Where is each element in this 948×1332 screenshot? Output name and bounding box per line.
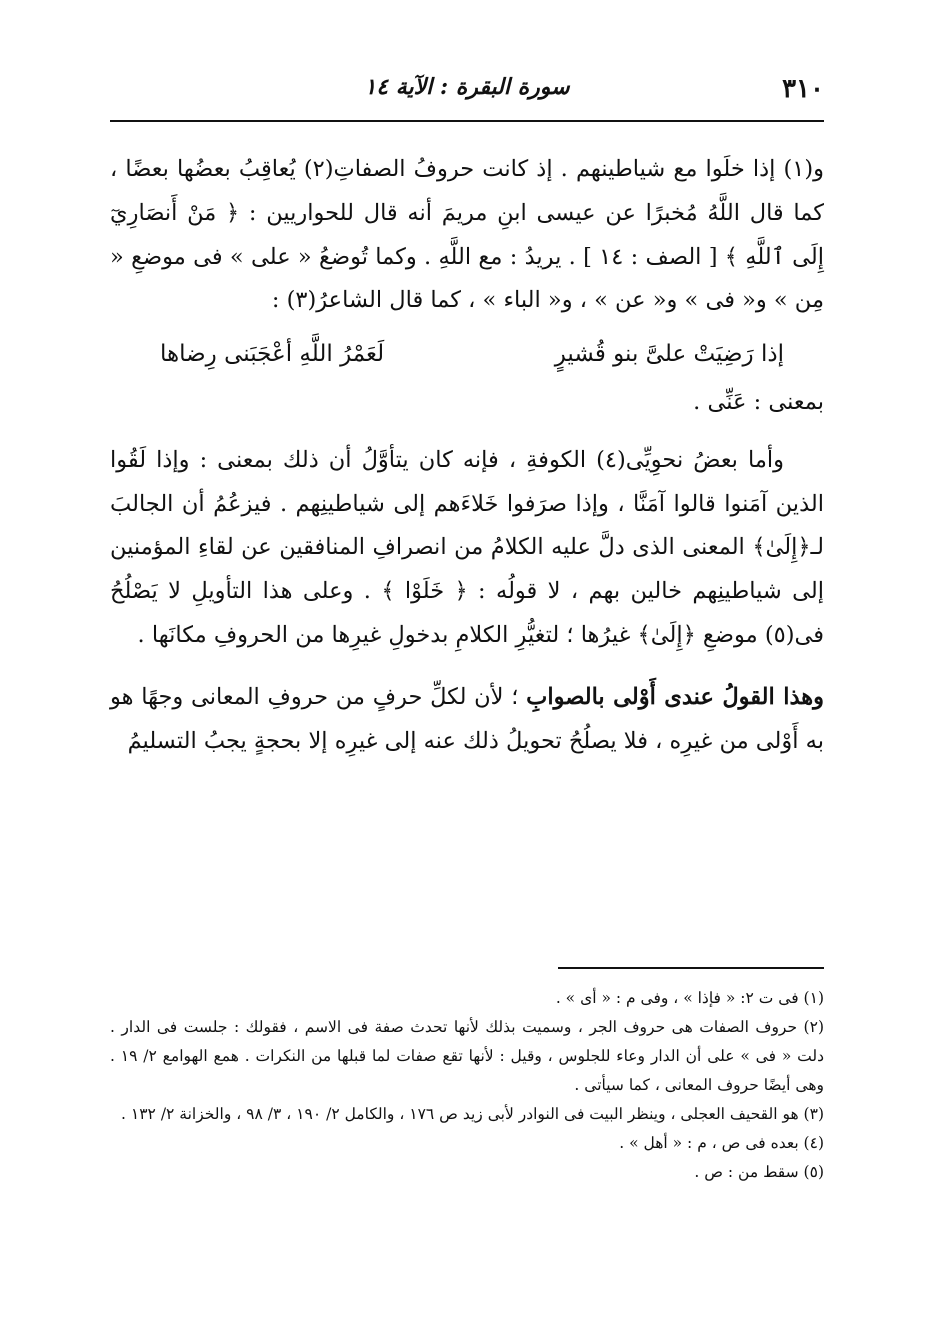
footnote-1: (١) فى ت ٢: « فإذا » ، وفى م : « أى » . — [555, 989, 824, 1007]
poem-first-hemistich: إذا رَضِيَتْ علىَّ بنو قُشيرٍ — [554, 341, 784, 368]
poem-verse — [110, 333, 824, 377]
footnote-2: (٢) حروف الصفات هى حروف الجر ، وسميت بذلك لأنها تحدث صفة فى الاسم ، فقولك : جلست فى الدار . دلت « فى » على أن الدار وعاء للجلوس ، وقيل : لأنها تقع صفات لما قبلها من النكرات . همع الهوامع ٢/ ١٩ . وهى أيضًا حروف المعانى ، كما سيأتى . — [110, 1018, 824, 1094]
paragraph-4-bold: وهذا القولُ عندى أَوْلى بالصوابِ — [526, 683, 824, 710]
footnote-4: (٤) بعده فى ص ، م : « أهل » . — [619, 1134, 824, 1152]
header-rule — [110, 120, 824, 122]
paragraph-1: و(١) إذا خلَوا مع شياطينهم . إذ كانت حروفُ الصفاتِ(٢) يُعاقِبُ بعضُها بعضًا ، كما قال اللَّهُ مُخبرًا عن عيسى ابنِ مريمَ أنه قال للحواريين : ﴿ مَنْ أَنصَارِيٓ إِلَى ٱللَّهِ ﴾ [ الصف : ١٤ ] . يريدُ : مع اللَّهِ . وكما تُوضعُ « على » فى موضعِ « مِن » و« فى » و« عن » ، و« الباء » ، كما قال الشاعرُ(٣) : — [110, 156, 825, 314]
footnote-5: (٥) سقط من : ص . — [694, 1163, 824, 1181]
paragraph-4 — [110, 676, 824, 764]
paragraph-4-rest: ؛ لأن لكلِّ حرفٍ من حروفِ المعانى وجهًا هو به أَوْلى من غيرِه ، فلا يصلُحُ تحويلُ ذلك عنه إلى غيرِه إلا بحجةٍ يجبُ التسليمُ — [110, 683, 824, 754]
footnote-rule — [558, 967, 824, 969]
running-title: سورة البقرة : الآية ١٤ — [364, 74, 570, 100]
footnotes — [110, 984, 824, 1187]
book-page — [110, 60, 824, 1320]
page-header — [110, 74, 824, 110]
poem-second-hemistich: لَعَمْرُ اللَّهِ أعْجَبَنى رِضاها — [160, 341, 385, 368]
paragraph-2: بمعنى : عَنِّى . — [693, 388, 824, 415]
main-text — [110, 148, 824, 763]
footnote-3: (٣) هو القحيف العجلى ، وينظر البيت فى النوادر لأبى زيد ص ١٧٦ ، والكامل ٢/ ١٩٠ ، ٣/ ٩٨ ، والخزانة ٢/ ١٣٢ . — [121, 1105, 824, 1123]
page-number: ٣١٠ — [782, 74, 824, 104]
paragraph-3: وأما بعضُ نحوِيِّى(٤) الكوفةِ ، فإنه كان يتأوَّلُ أن ذلك بمعنى : وإذا لَقُوا الذين آمَنوا قالوا آمَنَّا ، وإذا صرَفوا خَلاءَهم إلى شياطينِهم . فيزعُمُ أن الجالبَ لـ﴿إِلَىٰ﴾ المعنى الذى دلَّ عليه الكلامُ من انصرافِ المنافقين عن لقاءِ المؤمنين إلى شياطينِهم خالين بهم ، لا قولُه : ﴿ خَلَوْا ﴾ . وعلى هذا التأويلِ لا يَصْلُحُ فى(٥) موضعِ ﴿إِلَىٰ﴾ غيرُها ؛ لتغيُّرِ الكلامِ بدخولِ غيرِها من الحروفِ مكانَها . — [110, 446, 824, 648]
